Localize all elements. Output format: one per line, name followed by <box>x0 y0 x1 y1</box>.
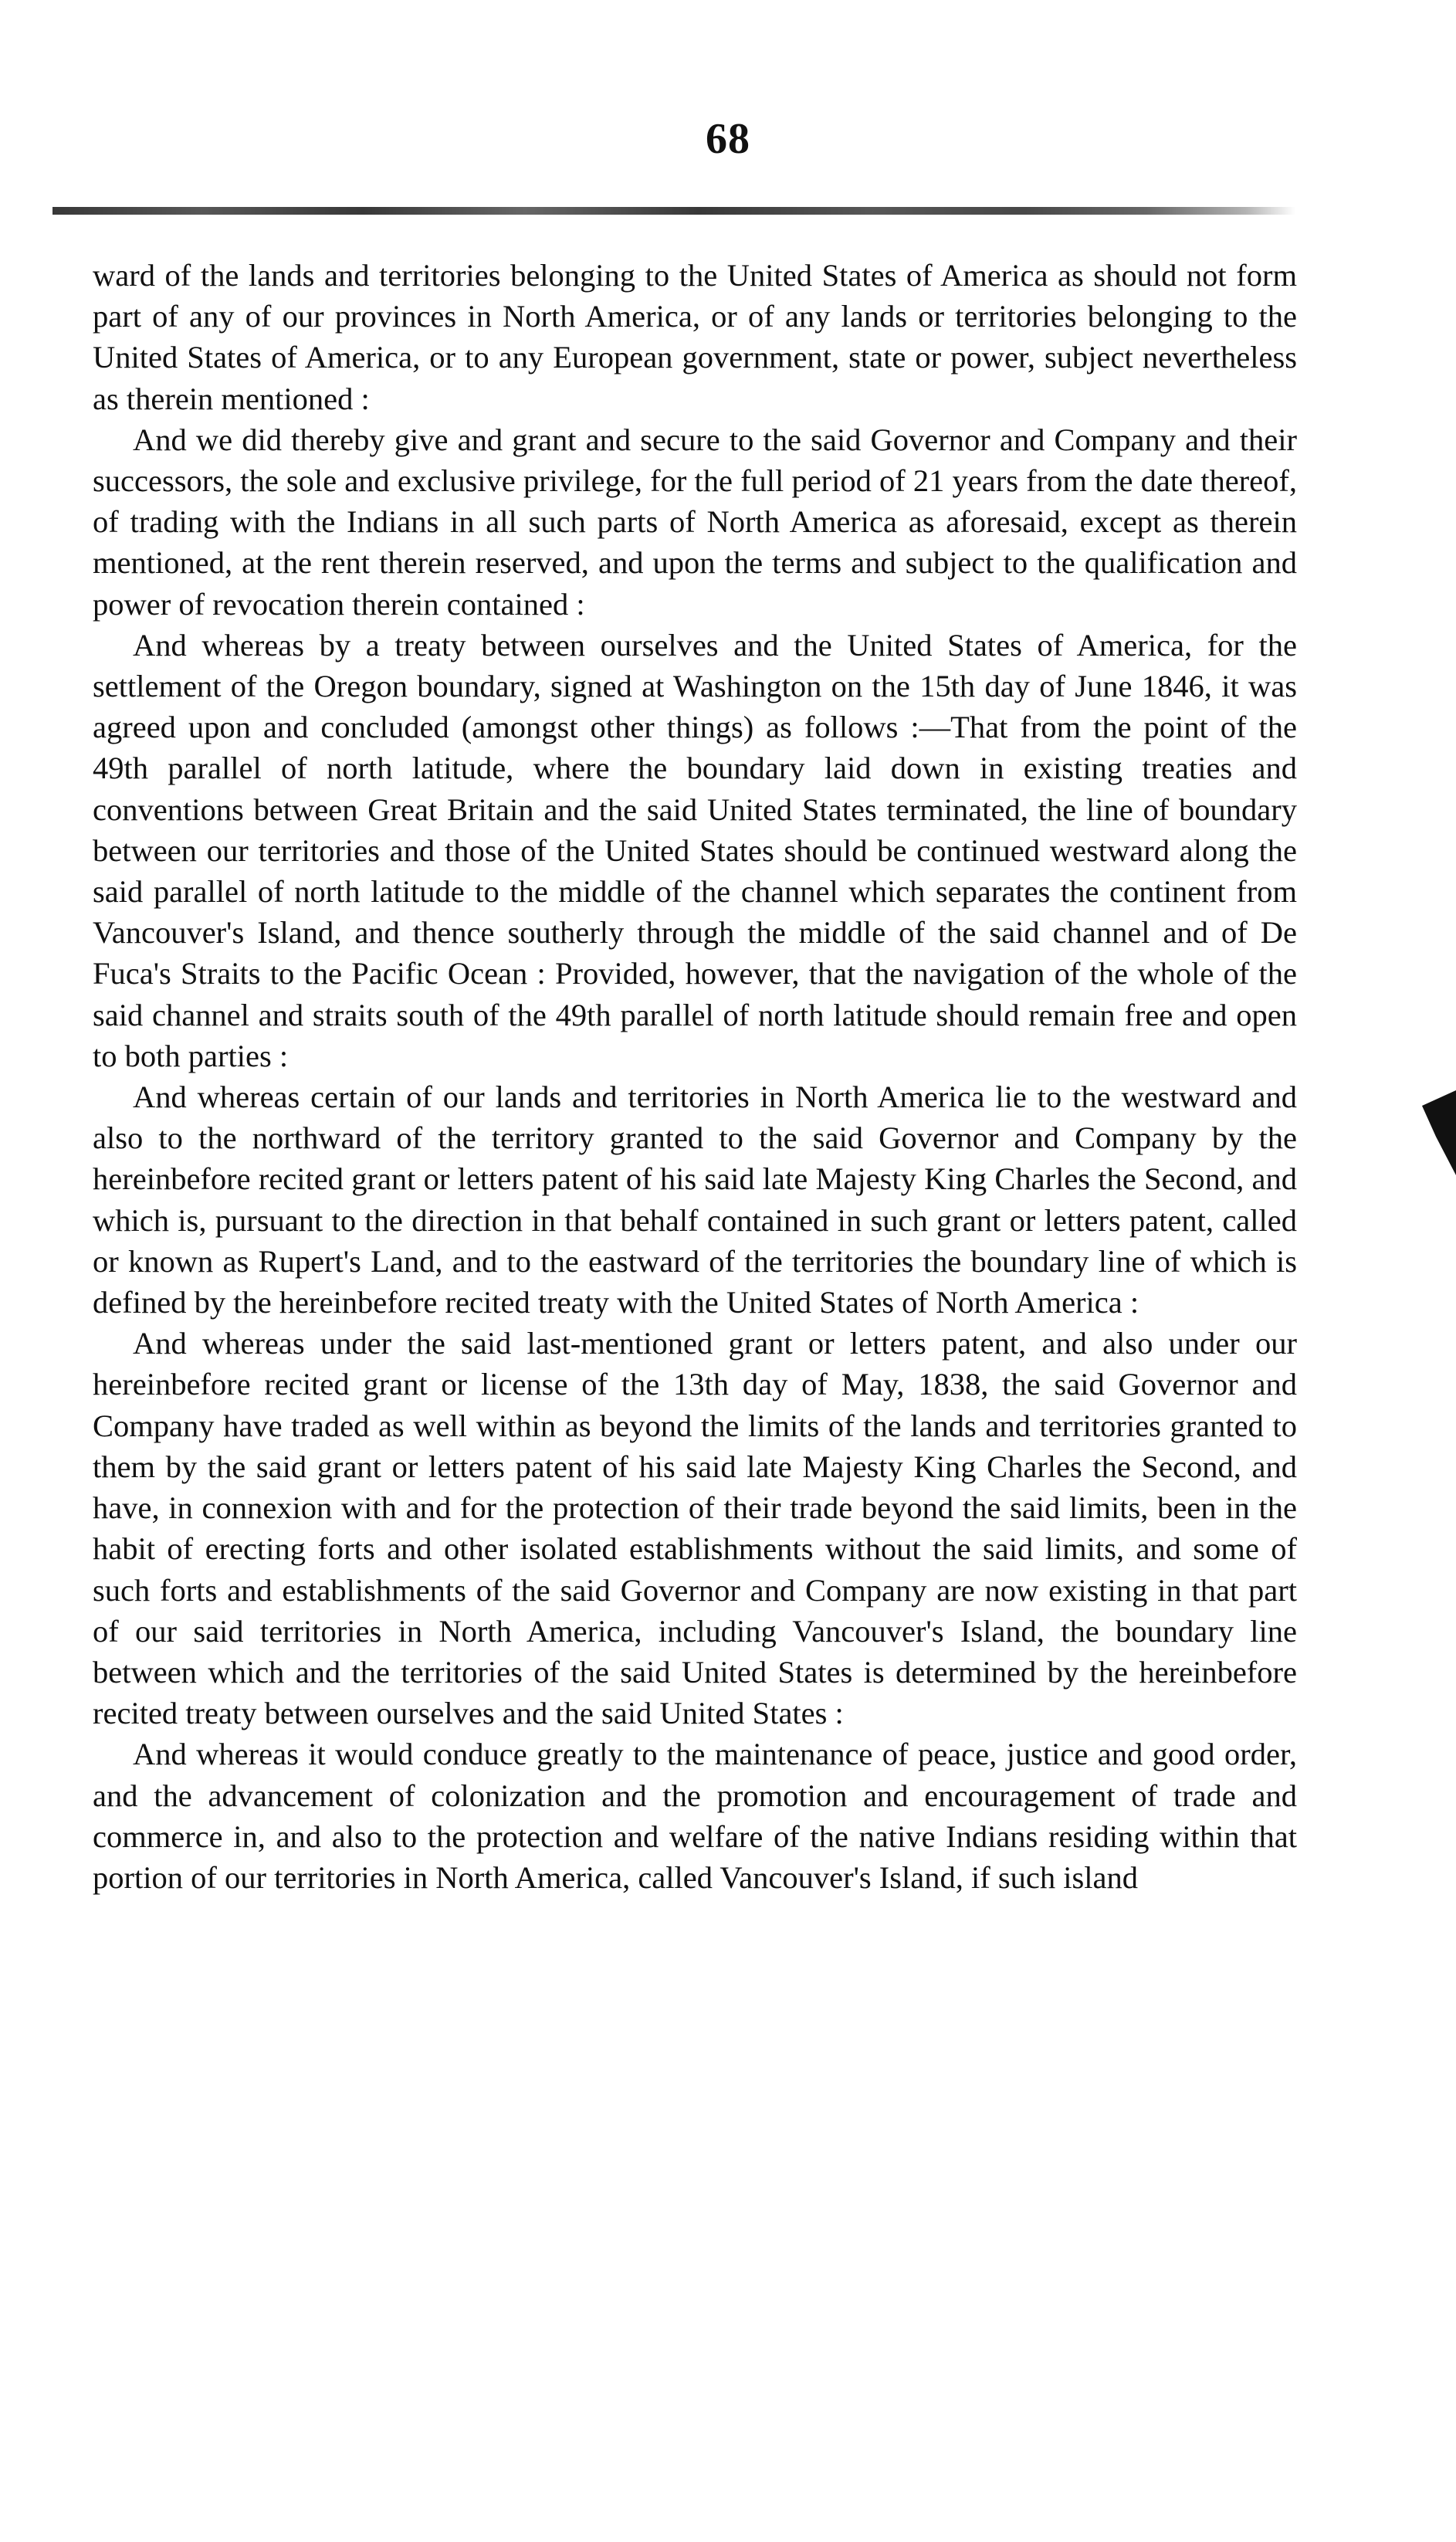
paragraph-continued: ward of the lands and territories belonging to the United States of America as should not form part of any of our provinces in North America, or of any lands or territories belonging to the United States of America, or to any European government, state or power, subject nevertheless as therein mentioned : <box>93 258 1297 416</box>
paragraph-oregon-treaty: And whereas by a treaty between ourselves and the United States of America, for the settlement of the Oregon boundary, signed at Washington on the 15th day of June 1846, it was agreed upon and concluded (amongst other things) as follows :—That from the point of the 49th parallel of north latitude, where the boundary laid down in existing treaties and conventions between Great Britain and the said United States terminated, the line of boundary between our territories and those of the United States should be continued westward along the said parallel of north latitude to the middle of the channel which separates the continent from Vancouver's Island, and thence southerly through the middle of the said channel and of De Fuca's Straits to the Pacific Ocean : Provided, however, that the navigation of the whole of the said channel and straits south of the 49th parallel of north latitude should remain free and open to both parties : <box>93 627 1297 1073</box>
body-text <box>93 255 1297 1898</box>
paragraph-trade-limits: And whereas under the said last-mentioned grant or letters patent, and also under our hereinbefore recited grant or license of the 13th day of May, 1838, the said Governor and Company have traded as well within as beyond the limits of the lands and territories granted to them by the said grant or letters patent of his said late Majesty King Charles the Second, and have, in connexion with and for the protection of their trade beyond the said limits, been in the habit of erecting forts and other isolated establishments without the said limits, and some of such forts and establishments of the said Governor and Company are now existing in that part of our said territories in North America, including Vancouver's Island, the boundary line between which and the territories of the said United States is determined by the hereinbefore recited treaty between ourselves and the said United States : <box>93 1326 1297 1731</box>
paragraph-vancouver-island: And whereas it would conduce greatly to the maintenance of peace, justice and good order, and the advancement of colonization and the promotion and encouragement of trade and commerce in, and also to the protection and welfare of the native Indians residing within that portion of our territories in North America, called Vancouver's Island, if such island <box>93 1737 1297 1895</box>
paragraph-grant: And we did thereby give and grant and secure to the said Governor and Company and their successors, the sole and exclusive privilege, for the full period of 21 years from the date thereof, of trading with the Indians in all such parts of North America as aforesaid, except as therein mentioned, at the rent therein reserved, and upon the terms and subject to the qualification and power of revocation therein contained : <box>93 422 1297 622</box>
page-edge-mark <box>1422 1090 1456 1175</box>
page-number: 68 <box>706 115 750 163</box>
paragraph-territories: And whereas certain of our lands and territories in North America lie to the westward and also to the northward of the territory granted to the said Governor and Company by the hereinbefore recited grant or letters patent of his said late Majesty King Charles the Second, and which is, pursuant to the direction in that behalf contained in such grant or letters patent, called or known as Rupert's Land, and to the eastward of the territories the boundary line of which is defined by the hereinbefore recited treaty with the United States of North America : <box>93 1080 1297 1320</box>
header-rule <box>52 207 1295 215</box>
